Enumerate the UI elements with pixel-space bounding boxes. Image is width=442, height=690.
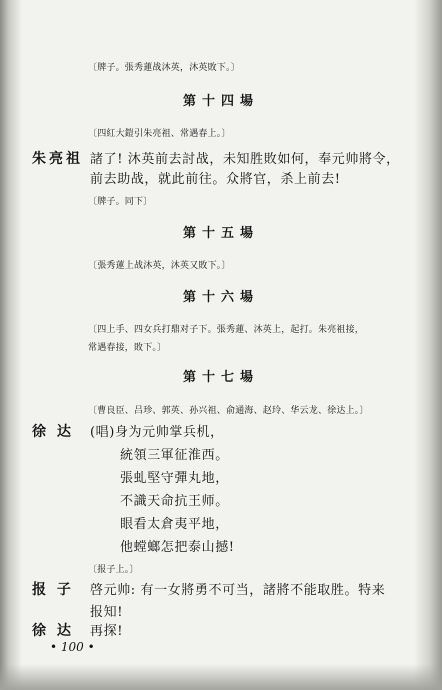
- stage-direction: 〔牌子。同下〕: [88, 197, 153, 207]
- verse-line: 統領三軍征淮西。: [120, 448, 229, 463]
- stage-direction: 〔牌子。張秀蓮战沐英，沐英敗下。〕: [88, 63, 240, 73]
- scene-heading-16: 第十六場: [182, 290, 259, 305]
- dialogue-line: 再探!: [90, 624, 124, 639]
- stage-direction: 常遇春接，敗下。〕: [88, 343, 167, 353]
- speaker-name: 朱亮祖: [32, 151, 83, 167]
- verse-line: 不識天命抗王师。: [120, 494, 229, 509]
- verse-line: 張虬堅守彈丸地，: [120, 471, 229, 486]
- stage-direction: 〔报子上。〕: [88, 565, 139, 575]
- speaker-name: 报 子: [32, 582, 74, 598]
- speaker-name: 徐 达: [32, 424, 74, 440]
- scene-heading-15: 第十五場: [182, 226, 259, 241]
- stage-direction: 〔張秀蓮上战沐英，沐英又敗下。〕: [88, 261, 231, 271]
- scene-heading-14: 第十四場: [182, 94, 259, 109]
- stage-direction: 〔曹良臣、吕珍、郭英、孙兴祖、俞通海、赵玲、华云龙、徐达上。〕: [88, 406, 369, 416]
- stage-direction: 〔四上手、四女兵打鼎对子下。張秀蓮、沐英上，起打。朱亮祖接，: [88, 325, 365, 335]
- verse-line: (唱)身为元帅掌兵机，: [90, 425, 224, 440]
- page-number: • 100 •: [50, 640, 95, 654]
- scene-heading-17: 第十七場: [182, 370, 259, 385]
- dialogue-line: 諸了! 沐英前去討战，未知胜敗如何，奉元帅將令，: [90, 152, 400, 167]
- dialogue-line: 前去助战，就此前往。众將官，杀上前去!: [90, 172, 341, 187]
- page-edge-shadow-bottom: [0, 664, 442, 690]
- stage-direction: 〔四紅大鎧引朱亮祖、常遇春上。〕: [88, 129, 231, 139]
- dialogue-line: 啓元帅: 有一女將勇不可当，諸將不能取胜。特来: [90, 583, 386, 598]
- dialogue-line: 报知!: [90, 605, 124, 620]
- verse-line: 眼看太倉夷平地，: [120, 517, 229, 532]
- speaker-name: 徐 达: [32, 623, 74, 639]
- verse-line: 他螳螂怎把泰山撼!: [120, 540, 235, 555]
